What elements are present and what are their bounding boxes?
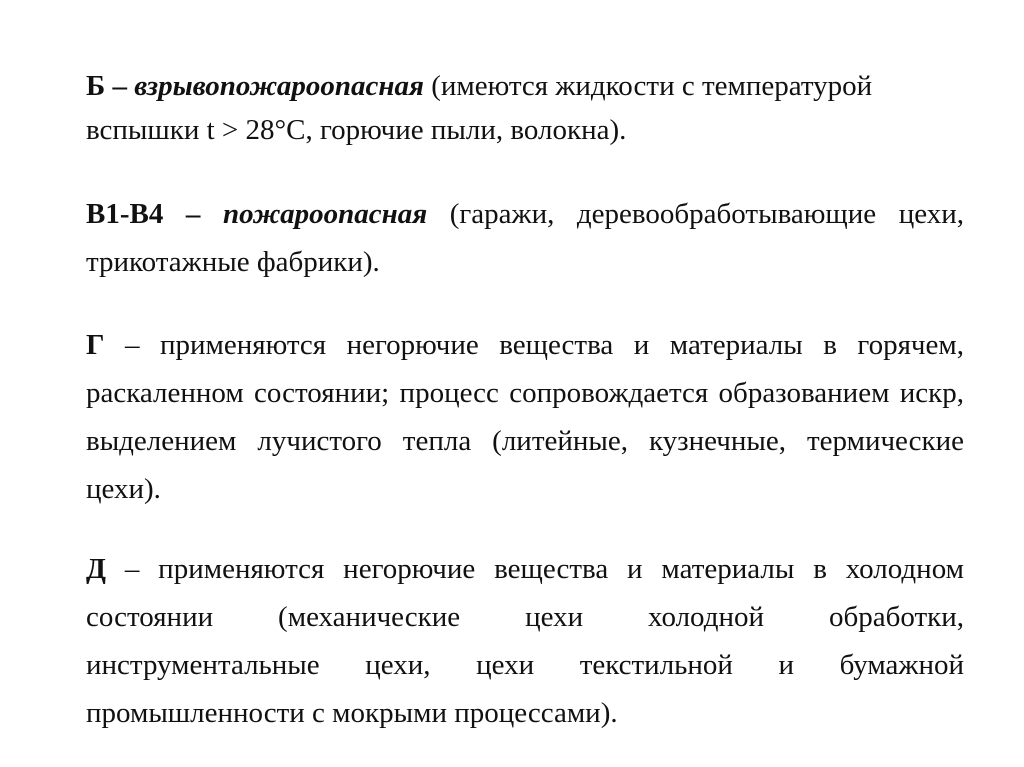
category-g-label: Г	[86, 329, 105, 361]
category-b-paragraph	[86, 64, 964, 152]
category-d-paragraph	[86, 545, 964, 737]
category-b-description: (имеются жидкости с температурой вспышки t > 28°С, горючие пыли, волокна).	[86, 70, 873, 146]
category-d-description: – применяются негорючие вещества и материалы в холодном состоянии (механические цехи холодной обработки, инструментальные цехи, цехи текстильной и бумажной промышленности с мокрыми процессами).	[86, 553, 964, 729]
category-b-label: Б	[86, 70, 106, 102]
category-b-dash: –	[105, 70, 135, 102]
category-d-label: Д	[86, 553, 106, 585]
category-v-paragraph	[86, 190, 964, 286]
category-v-description: (гаражи, деревообработывающие цехи, трикотажные фабрики).	[86, 198, 965, 278]
category-v-label: В1-В4	[86, 198, 164, 230]
category-g-description: – применяются негорючие вещества и материалы в горячем, раскаленном состоянии; процесс сопровождается образованием искр, выделением лучистого тепла (литейные, кузнечные, термические цехи).	[86, 329, 964, 505]
category-g-paragraph	[86, 321, 964, 513]
category-b-term: взрывопожароопасная	[134, 70, 424, 102]
category-v-dash: –	[163, 198, 223, 230]
category-v-term: пожароопасная	[223, 198, 428, 230]
